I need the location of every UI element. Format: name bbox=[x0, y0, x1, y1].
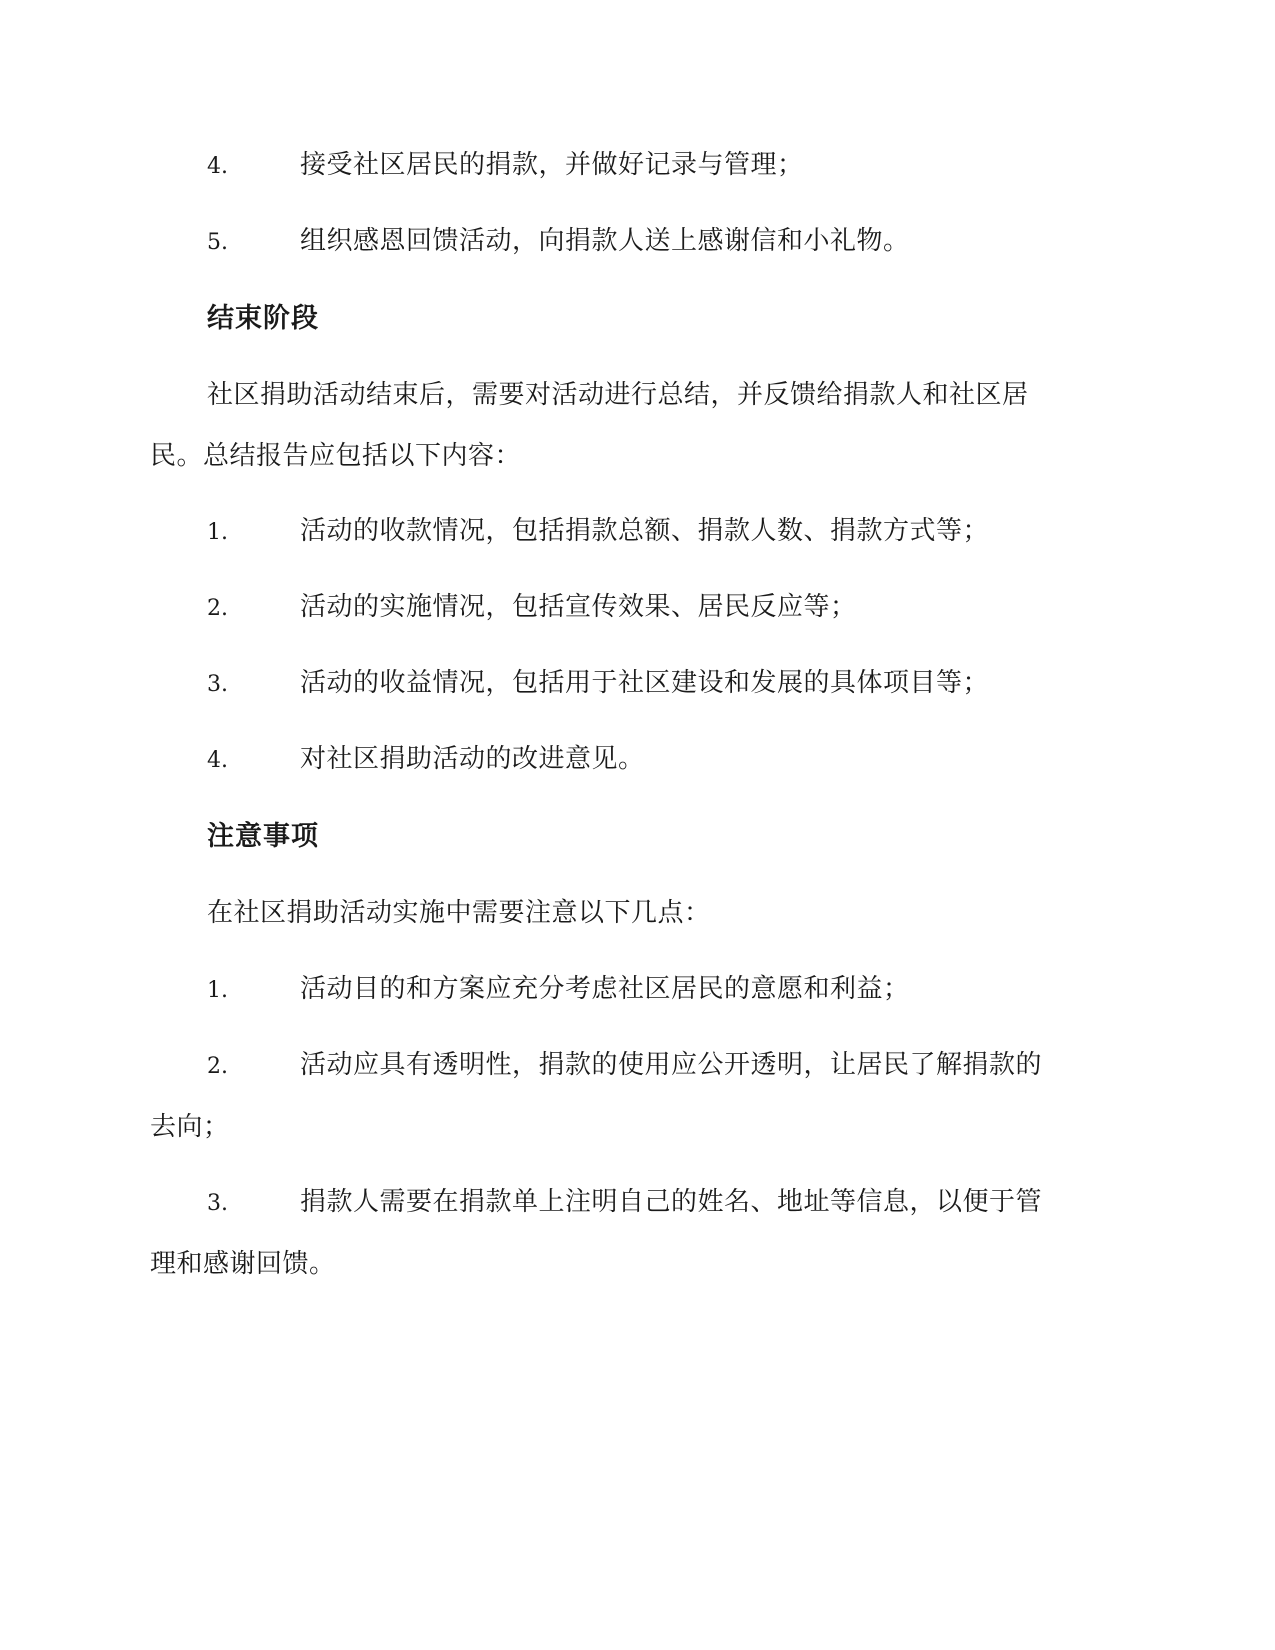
list-item: 活动的实施情况，包括宣传效果、居民反应等； bbox=[300, 592, 857, 622]
list-item: 对社区捐助活动的改进意见。 bbox=[300, 744, 645, 774]
list-item: 活动的收益情况，包括用于社区建设和发展的具体项目等； bbox=[300, 668, 990, 698]
list-number: 2. bbox=[207, 1054, 228, 1079]
paragraph-line: 社区捐助活动结束后，需要对活动进行总结，并反馈给捐款人和社区居 bbox=[207, 380, 1029, 410]
list-item: 活动应具有透明性，捐款的使用应公开透明，让居民了解捐款的 bbox=[300, 1050, 1043, 1080]
list-item: 活动的收款情况，包括捐款总额、捐款人数、捐款方式等； bbox=[300, 516, 990, 546]
list-item: 捐款人需要在捐款单上注明自己的姓名、地址等信息，以便于管 bbox=[300, 1187, 1043, 1217]
list-number: 4. bbox=[207, 748, 228, 773]
section-heading-notes: 注意事项 bbox=[207, 821, 319, 852]
list-number: 2. bbox=[207, 596, 228, 621]
list-number: 4. bbox=[207, 154, 228, 179]
list-item: 活动目的和方案应充分考虑社区居民的意愿和利益； bbox=[300, 974, 910, 1004]
list-item-continuation: 去向； bbox=[150, 1112, 230, 1142]
list-number: 5. bbox=[207, 230, 228, 255]
list-item: 接受社区居民的捐款，并做好记录与管理； bbox=[300, 150, 804, 180]
paragraph-line: 民。总结报告应包括以下内容： bbox=[150, 441, 522, 471]
section-heading-end-stage: 结束阶段 bbox=[207, 303, 319, 334]
list-number: 1. bbox=[207, 520, 228, 545]
list-number: 1. bbox=[207, 978, 228, 1003]
paragraph-line: 在社区捐助活动实施中需要注意以下几点： bbox=[207, 898, 711, 928]
list-item-continuation: 理和感谢回馈。 bbox=[150, 1249, 336, 1279]
list-item: 组织感恩回馈活动，向捐款人送上感谢信和小礼物。 bbox=[300, 226, 910, 256]
list-number: 3. bbox=[207, 1191, 228, 1216]
list-number: 3. bbox=[207, 672, 228, 697]
